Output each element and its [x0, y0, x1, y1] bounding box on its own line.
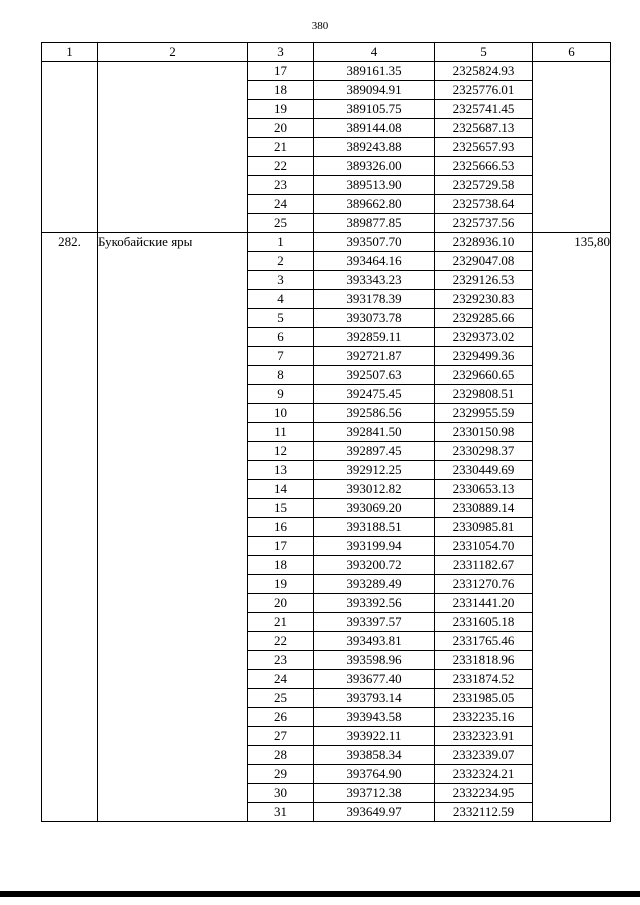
- x-coordinate-cell: 393464.16: [314, 252, 435, 271]
- y-coordinate-cell: 2332324.21: [435, 765, 533, 784]
- y-coordinate-cell: 2328936.10: [435, 233, 533, 252]
- x-coordinate-cell: 393793.14: [314, 689, 435, 708]
- x-coordinate-cell: 393069.20: [314, 499, 435, 518]
- x-coordinate-cell: 389326.00: [314, 157, 435, 176]
- point-number-cell: 31: [248, 803, 314, 822]
- object-name-cell: [98, 62, 248, 233]
- x-coordinate-cell: 389144.08: [314, 119, 435, 138]
- y-coordinate-cell: 2329808.51: [435, 385, 533, 404]
- x-coordinate-cell: 393199.94: [314, 537, 435, 556]
- x-coordinate-cell: 393493.81: [314, 632, 435, 651]
- column-header: 6: [533, 43, 611, 62]
- bottom-border-bar: [0, 891, 640, 897]
- column-header: 5: [435, 43, 533, 62]
- point-number-cell: 3: [248, 271, 314, 290]
- column-header: 1: [42, 43, 98, 62]
- x-coordinate-cell: 392507.63: [314, 366, 435, 385]
- y-coordinate-cell: 2329285.66: [435, 309, 533, 328]
- point-number-cell: 25: [248, 214, 314, 233]
- x-coordinate-cell: 393712.38: [314, 784, 435, 803]
- y-coordinate-cell: 2330449.69: [435, 461, 533, 480]
- point-number-cell: 15: [248, 499, 314, 518]
- x-coordinate-cell: 393922.11: [314, 727, 435, 746]
- y-coordinate-cell: 2325738.64: [435, 195, 533, 214]
- point-number-cell: 19: [248, 575, 314, 594]
- point-number-cell: 24: [248, 195, 314, 214]
- y-coordinate-cell: 2331605.18: [435, 613, 533, 632]
- x-coordinate-cell: 393289.49: [314, 575, 435, 594]
- point-number-cell: 23: [248, 651, 314, 670]
- table-row: [42, 62, 611, 81]
- point-number-cell: 22: [248, 157, 314, 176]
- point-number-cell: 17: [248, 537, 314, 556]
- point-number-cell: 17: [248, 62, 314, 81]
- x-coordinate-cell: 393858.34: [314, 746, 435, 765]
- coordinates-table: [41, 42, 611, 822]
- area-cell: 135,80: [533, 233, 611, 822]
- y-coordinate-cell: 2331182.67: [435, 556, 533, 575]
- y-coordinate-cell: 2332234.95: [435, 784, 533, 803]
- y-coordinate-cell: 2329955.59: [435, 404, 533, 423]
- y-coordinate-cell: 2329660.65: [435, 366, 533, 385]
- x-coordinate-cell: 393598.96: [314, 651, 435, 670]
- y-coordinate-cell: 2325741.45: [435, 100, 533, 119]
- point-number-cell: 27: [248, 727, 314, 746]
- x-coordinate-cell: 393649.97: [314, 803, 435, 822]
- x-coordinate-cell: 389094.91: [314, 81, 435, 100]
- y-coordinate-cell: 2325737.56: [435, 214, 533, 233]
- x-coordinate-cell: 392721.87: [314, 347, 435, 366]
- table-header-row: [42, 43, 611, 62]
- x-coordinate-cell: 393200.72: [314, 556, 435, 575]
- y-coordinate-cell: 2331985.05: [435, 689, 533, 708]
- point-number-cell: 8: [248, 366, 314, 385]
- point-number-cell: 9: [248, 385, 314, 404]
- point-number-cell: 21: [248, 613, 314, 632]
- y-coordinate-cell: 2331874.52: [435, 670, 533, 689]
- x-coordinate-cell: 393677.40: [314, 670, 435, 689]
- point-number-cell: 7: [248, 347, 314, 366]
- column-header: 4: [314, 43, 435, 62]
- point-number-cell: 20: [248, 119, 314, 138]
- y-coordinate-cell: 2325729.58: [435, 176, 533, 195]
- point-number-cell: 13: [248, 461, 314, 480]
- x-coordinate-cell: 389161.35: [314, 62, 435, 81]
- point-number-cell: 30: [248, 784, 314, 803]
- y-coordinate-cell: 2331441.20: [435, 594, 533, 613]
- x-coordinate-cell: 389243.88: [314, 138, 435, 157]
- y-coordinate-cell: 2325824.93: [435, 62, 533, 81]
- point-number-cell: 18: [248, 81, 314, 100]
- point-number-cell: 6: [248, 328, 314, 347]
- x-coordinate-cell: 393073.78: [314, 309, 435, 328]
- y-coordinate-cell: 2329499.36: [435, 347, 533, 366]
- x-coordinate-cell: 389513.90: [314, 176, 435, 195]
- point-number-cell: 11: [248, 423, 314, 442]
- y-coordinate-cell: 2332235.16: [435, 708, 533, 727]
- x-coordinate-cell: 389105.75: [314, 100, 435, 119]
- point-number-cell: 28: [248, 746, 314, 765]
- column-header: 2: [98, 43, 248, 62]
- x-coordinate-cell: 393188.51: [314, 518, 435, 537]
- page-number: 380: [311, 20, 329, 32]
- table-row: [42, 233, 611, 252]
- x-coordinate-cell: 393764.90: [314, 765, 435, 784]
- point-number-cell: 14: [248, 480, 314, 499]
- y-coordinate-cell: 2329373.02: [435, 328, 533, 347]
- point-number-cell: 29: [248, 765, 314, 784]
- x-coordinate-cell: 389877.85: [314, 214, 435, 233]
- point-number-cell: 18: [248, 556, 314, 575]
- y-coordinate-cell: 2332339.07: [435, 746, 533, 765]
- y-coordinate-cell: 2330653.13: [435, 480, 533, 499]
- x-coordinate-cell: 389662.80: [314, 195, 435, 214]
- x-coordinate-cell: 392897.45: [314, 442, 435, 461]
- x-coordinate-cell: 393392.56: [314, 594, 435, 613]
- y-coordinate-cell: 2329126.53: [435, 271, 533, 290]
- x-coordinate-cell: 392475.45: [314, 385, 435, 404]
- point-number-cell: 1: [248, 233, 314, 252]
- y-coordinate-cell: 2332323.91: [435, 727, 533, 746]
- x-coordinate-cell: 393343.23: [314, 271, 435, 290]
- point-number-cell: 21: [248, 138, 314, 157]
- y-coordinate-cell: 2331818.96: [435, 651, 533, 670]
- table-body: [42, 62, 611, 822]
- point-number-cell: 10: [248, 404, 314, 423]
- point-number-cell: 4: [248, 290, 314, 309]
- y-coordinate-cell: 2331054.70: [435, 537, 533, 556]
- point-number-cell: 16: [248, 518, 314, 537]
- point-number-cell: 5: [248, 309, 314, 328]
- y-coordinate-cell: 2330889.14: [435, 499, 533, 518]
- x-coordinate-cell: 393507.70: [314, 233, 435, 252]
- y-coordinate-cell: 2331765.46: [435, 632, 533, 651]
- object-number-cell: 282.: [42, 233, 98, 822]
- x-coordinate-cell: 392841.50: [314, 423, 435, 442]
- point-number-cell: 26: [248, 708, 314, 727]
- x-coordinate-cell: 393943.58: [314, 708, 435, 727]
- point-number-cell: 22: [248, 632, 314, 651]
- y-coordinate-cell: 2329230.83: [435, 290, 533, 309]
- object-number-cell: [42, 62, 98, 233]
- point-number-cell: 19: [248, 100, 314, 119]
- y-coordinate-cell: 2325776.01: [435, 81, 533, 100]
- y-coordinate-cell: 2325657.93: [435, 138, 533, 157]
- point-number-cell: 24: [248, 670, 314, 689]
- area-cell: [533, 62, 611, 233]
- y-coordinate-cell: 2325666.53: [435, 157, 533, 176]
- y-coordinate-cell: 2325687.13: [435, 119, 533, 138]
- x-coordinate-cell: 392859.11: [314, 328, 435, 347]
- point-number-cell: 12: [248, 442, 314, 461]
- point-number-cell: 23: [248, 176, 314, 195]
- object-name-cell: Букобайские яры: [98, 233, 248, 822]
- column-header: 3: [248, 43, 314, 62]
- x-coordinate-cell: 393012.82: [314, 480, 435, 499]
- y-coordinate-cell: 2330150.98: [435, 423, 533, 442]
- point-number-cell: 20: [248, 594, 314, 613]
- x-coordinate-cell: 393178.39: [314, 290, 435, 309]
- y-coordinate-cell: 2330985.81: [435, 518, 533, 537]
- y-coordinate-cell: 2330298.37: [435, 442, 533, 461]
- x-coordinate-cell: 392912.25: [314, 461, 435, 480]
- y-coordinate-cell: 2329047.08: [435, 252, 533, 271]
- y-coordinate-cell: 2332112.59: [435, 803, 533, 822]
- y-coordinate-cell: 2331270.76: [435, 575, 533, 594]
- point-number-cell: 25: [248, 689, 314, 708]
- point-number-cell: 2: [248, 252, 314, 271]
- x-coordinate-cell: 392586.56: [314, 404, 435, 423]
- x-coordinate-cell: 393397.57: [314, 613, 435, 632]
